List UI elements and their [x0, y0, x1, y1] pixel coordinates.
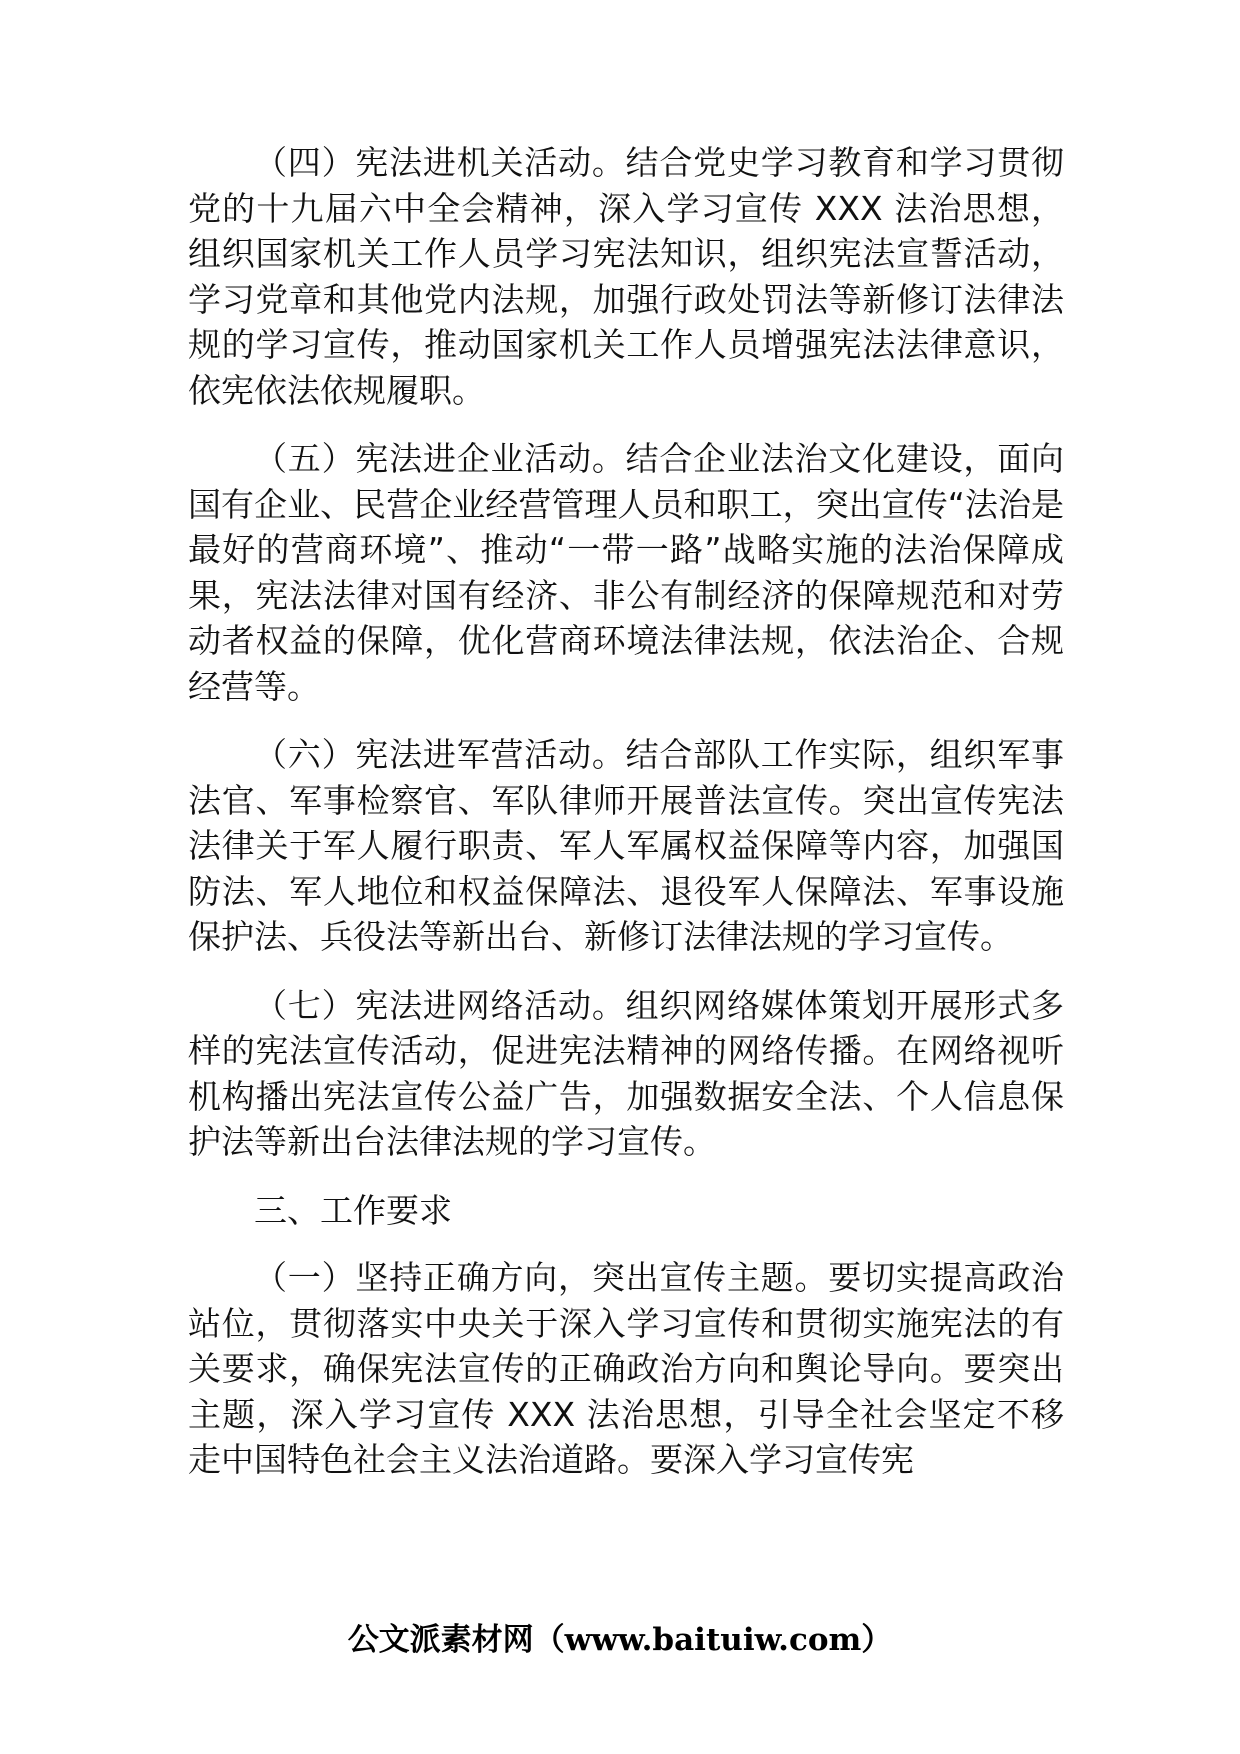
paragraph-section-6: （六）宪法进军营活动。结合部队工作实际，组织军事法官、军事检察官、军队律师开展普法宣传。突出宣传宪法法律关于军人履行职责、军人军属权益保障等内容，加强国防法、军人地位和权益保障法、退役军人保障法、军事设施保护法、兵役法等新出台、新修订法律法规的学习宣传。: [188, 735, 1064, 956]
document-body: [188, 140, 1064, 1506]
section-heading-work-requirements: 三、工作要求: [254, 1190, 452, 1230]
paragraph-section-5: （五）宪法进企业活动。结合企业法治文化建设，面向国有企业、民营企业经营管理人员和职工，突出宣传“法治是最好的营商环境”、推动“一带一路”战略实施的法治保障成果，宪法法律对国有经济、非公有制经济的保障规范和对劳动者权益的保障，优化营商环境法律法规，依法治企、合规经营等。: [188, 439, 1064, 706]
paragraph-section-7: （七）宪法进网络活动。组织网络媒体策划开展形式多样的宪法宣传活动，促进宪法精神的网络传播。在网络视听机构播出宪法宣传公益广告，加强数据安全法、个人信息保护法等新出台法律法规的学习宣传。: [188, 985, 1064, 1161]
footer-watermark: 公文派素材网（www.baituiw.com）: [347, 1622, 893, 1658]
paragraph-requirement-1: （一）坚持正确方向，突出宣传主题。要切实提高政治站位，贯彻落实中央关于深入学习宣传和贯彻实施宪法的有关要求，确保宪法宣传的正确政治方向和舆论导向。要突出主题，深入学习宣传 XXX 法治思想，引导全社会坚定不移走中国特色社会主义法治道路。要深入学习宣传宪: [188, 1258, 1064, 1479]
paragraph-section-4: （四）宪法进机关活动。结合党史学习教育和学习贯彻党的十九届六中全会精神，深入学习宣传 XXX 法治思想，组织国家机关工作人员学习宪法知识，组织宪法宣誓活动，学习党章和其他党内法规，加强行政处罚法等新修订法律法规的学习宣传，推动国家机关工作人员增强宪法法律意识，依宪依法依规履职。: [188, 143, 1064, 410]
